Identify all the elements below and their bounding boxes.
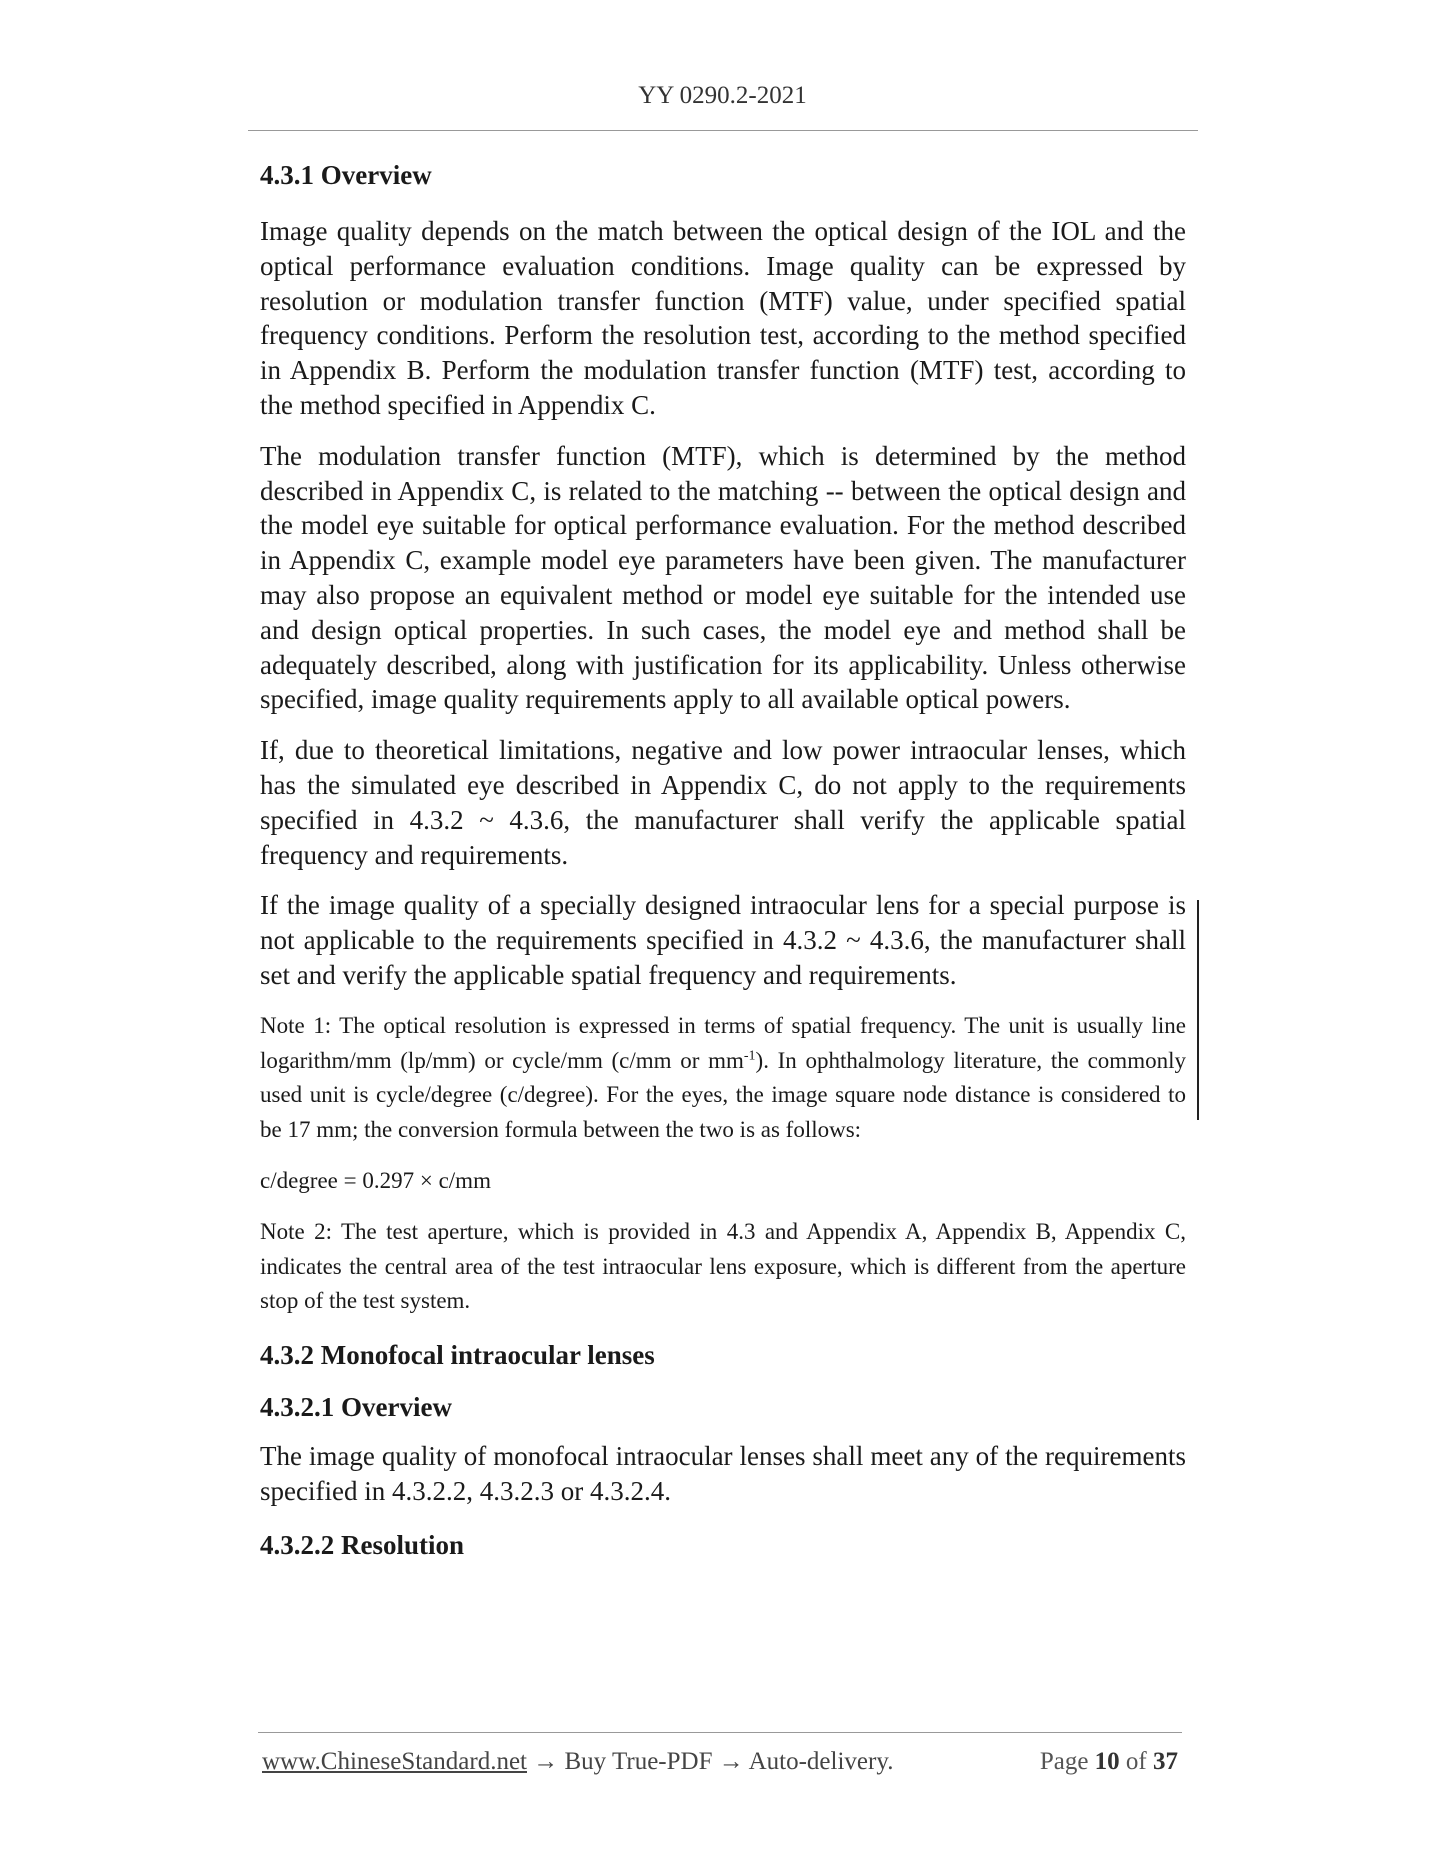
note-2: Note 2: The test aperture, which is provided in 4.3 and Appendix A, Appendix B, Appendix C, indicates the central area of the test intraocular lens exposure, which is different from the aperture stop of the test system. bbox=[260, 1218, 1186, 1314]
heading-4-3-2: 4.3.2 Monofocal intraocular lenses bbox=[260, 1340, 655, 1371]
footer-promo bbox=[262, 1748, 893, 1776]
note-1-text-cont: ). In ophthalmology literature, the commonly used unit is cycle/degree (c/degree). For the eyes, the image square node distance is considered to be 17 mm; the conversion formula between the two is as follows: bbox=[260, 1047, 1186, 1143]
arrow-right-icon: → bbox=[533, 1748, 559, 1775]
delivery-text: Auto-delivery. bbox=[748, 1748, 894, 1775]
page-label: Page bbox=[1039, 1748, 1089, 1775]
of-label: of bbox=[1125, 1748, 1147, 1775]
heading-4-3-1: 4.3.1 Overview bbox=[260, 160, 432, 190]
note-1-superscript: -1 bbox=[743, 1047, 756, 1063]
arrow-right-icon: → bbox=[718, 1748, 744, 1775]
page-number bbox=[1040, 1748, 1178, 1776]
paragraph-theoretical-limitations: If, due to theoretical limitations, negative and low power intraocular lenses, which has the simulated eye described in Appendix C, do not apply to the requirements specified in 4.3.2 ~ 4.3.6, the manufacturer shall verify the applicable spatial frequency and requirements. bbox=[260, 735, 1186, 870]
document-code: YY 0290.2-2021 bbox=[638, 82, 807, 109]
revision-bar bbox=[1197, 900, 1199, 1120]
buy-text: Buy True-PDF bbox=[564, 1748, 713, 1775]
paragraph-mtf: The modulation transfer function (MTF), which is determined by the method described in Appendix C, is related to the matching -- between the optical design and the model eye suitable for optical performance evaluation. For the method described in Appendix C, example model eye parameters have been given. The manufacturer may also propose an equivalent method or model eye suitable for the intended use and design optical properties. In such cases, the model eye and method shall be adequately described, along with justification for its applicability. Unless otherwise specified, image quality requirements apply to all available optical powers. bbox=[260, 440, 1186, 715]
heading-4-3-2-1: 4.3.2.1 Overview bbox=[260, 1392, 452, 1423]
total-pages: 37 bbox=[1153, 1748, 1178, 1775]
footer-divider bbox=[258, 1732, 1182, 1733]
paragraph-image-quality: Image quality depends on the match between the optical design of the IOL and the optical performance evaluation conditions. Image quality can be expressed by resolution or modulation transfer function (MTF) value, under specified spatial frequency conditions. Perform the resolution test, according to the method specified in Appendix B. Perform the modulation transfer function (MTF) test, according to the method specified in Appendix C. bbox=[260, 216, 1186, 420]
note-1 bbox=[260, 1009, 1186, 1148]
current-page: 10 bbox=[1094, 1748, 1120, 1775]
conversion-formula: c/degree = 0.297 × c/mm bbox=[260, 1167, 491, 1193]
heading-4-3-2-2: 4.3.2.2 Resolution bbox=[260, 1529, 465, 1560]
paragraph-monofocal: The image quality of monofocal intraocular lenses shall meet any of the requirements specified in 4.3.2.2, 4.3.2.3 or 4.3.2.4. bbox=[260, 1441, 1186, 1506]
paragraph-special-purpose: If the image quality of a specially designed intraocular lens for a special purpose is not applicable to the requirements specified in 4.3.2 ~ 4.3.6, the manufacturer shall set and verify the applicable spatial frequency and requirements. bbox=[260, 890, 1186, 990]
site-link[interactable]: www.ChineseStandard.net bbox=[262, 1748, 527, 1775]
note-1-text: Note 1: The optical resolution is expressed in terms of spatial frequency. The unit is usually line logarithm/mm (lp/mm) or cycle/mm (c/mm or mm bbox=[260, 1012, 1186, 1073]
page-content bbox=[260, 155, 1186, 1565]
header-divider bbox=[248, 130, 1198, 131]
